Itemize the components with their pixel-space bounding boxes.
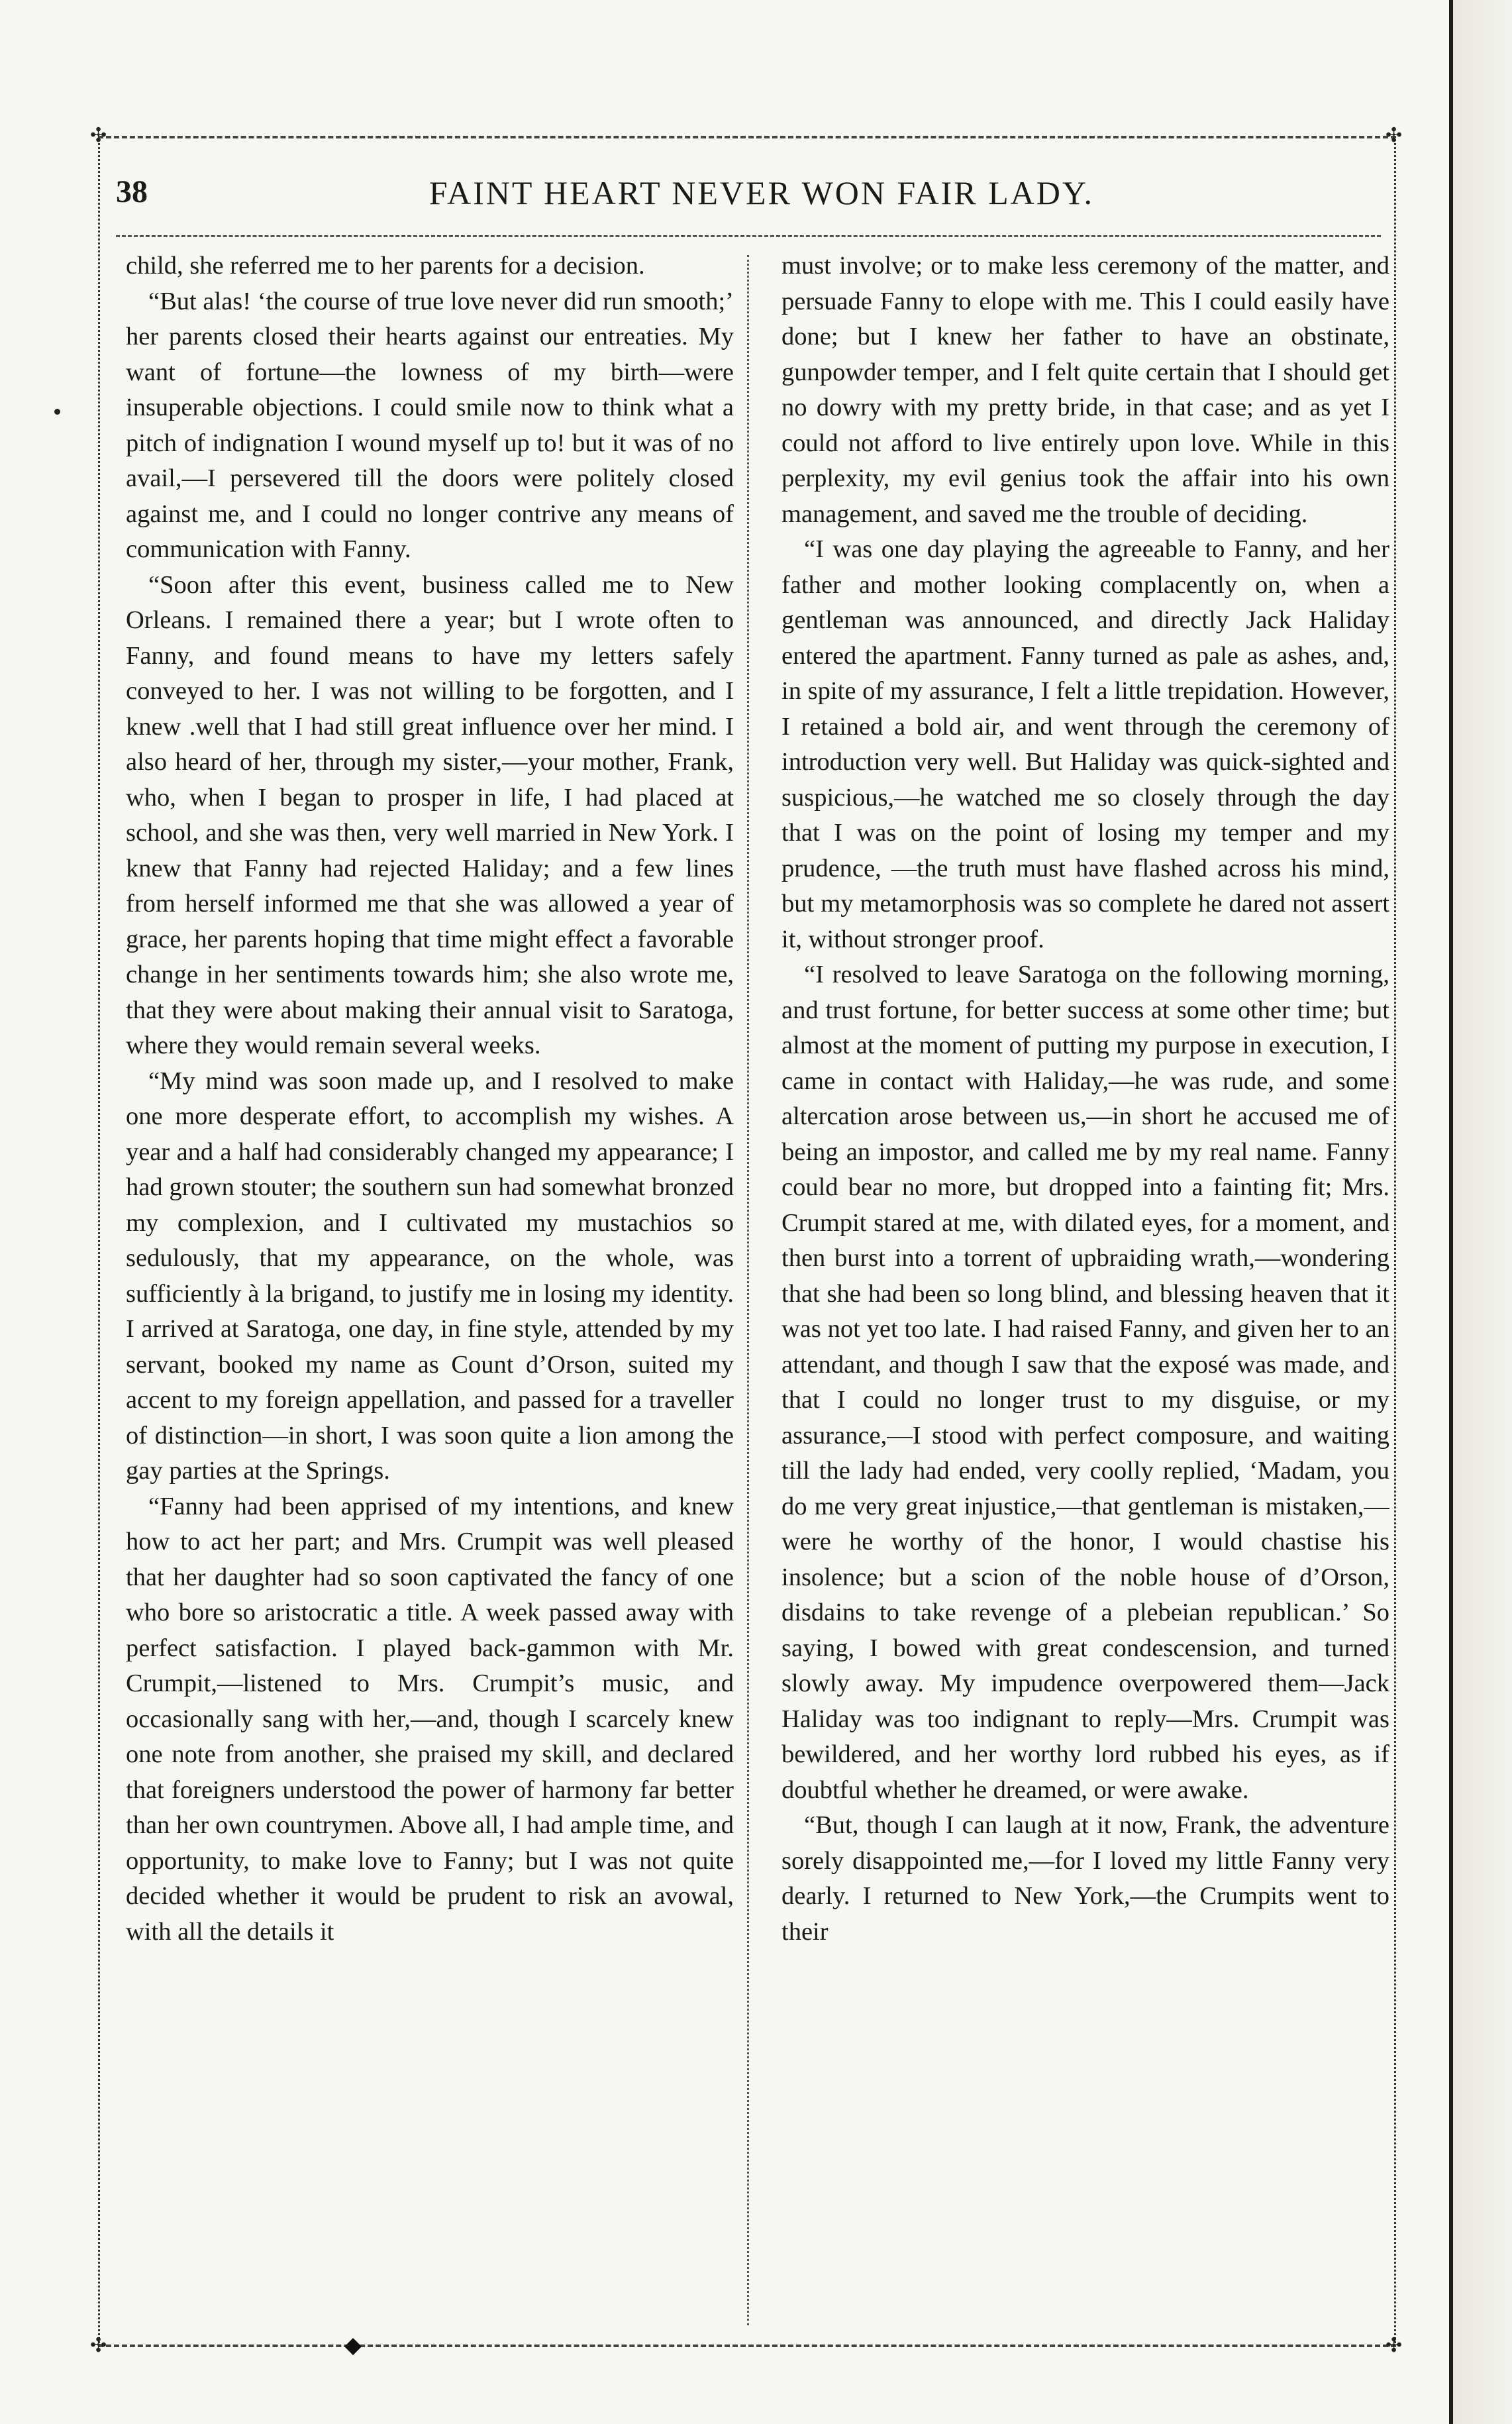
corner-ornament-bottom-left: ✣ (90, 2335, 107, 2356)
paragraph: “But alas! ‘the course of true love never did run smooth;’ her parents closed their hearts against our entreaties. My want of fortune—the lowness of my birth—were insuperable objections. I could smile now to think what a pitch of indignation I wound myself up to! but it was of no avail,—I persevered till the doors were politely closed against me, and I could no longer contrive any means of communication with Fanny. (126, 287, 734, 563)
corner-ornament-top-left: ✣ (90, 125, 107, 146)
running-title: FAINT HEART NEVER WON FAIR LADY. (428, 174, 1095, 211)
bottom-ornament: ◆ (344, 2333, 362, 2358)
facing-page-edge (1453, 0, 1512, 2424)
paragraph: “But, though I can laugh at it now, Frank, the adventure sorely disappointed me,—for I loved my little Fanny very dearly. I returned to New York,—the Crumpits went to their (781, 1811, 1389, 1946)
paragraph: child, she referred me to her parents for a decision. (126, 252, 645, 280)
margin-ink-dot (54, 409, 60, 415)
corner-ornament-bottom-right: ✣ (1386, 2335, 1403, 2356)
paragraph: “Soon after this event, business called me to New Orleans. I remained there a year; but I wrote often to Fanny, and found means to have my letters safely conveyed to her. I was not willing to be forgotten, and I knew .well that I had still great influence over her mind. I also heard of her, through my sister,—your mother, Frank, who, when I began to prosper in life, I had placed at school, and she was then, very well married in New York. I knew that Fanny had rejected Haliday; and a few lines from herself informed me that she was allowed a year of grace, her parents hoping that time might effect a favorable change in her sentiments towards him; she also wrote me, that they were about making their annual visit to Saratoga, where they would remain several weeks. (126, 570, 734, 1059)
paragraph: “I was one day playing the agreeable to Fanny, and her father and mother looking complacently on, when a gentleman was announced, and directly Jack Haliday entered the apartment. Fanny turned as pale as ashes, and, in spite of my assurance, I felt a little trepidation. However, I retained a bold air, and went through the ceremony of introduction very well. But Haliday was quick-sighted and suspicious,—he watched me so closely through the day that I was on the point of losing my temper and my prudence, —the truth must have flashed across his mind, but my metamorphosis was so complete he dared not assert it, without stronger proof. (781, 535, 1389, 953)
paragraph: must involve; or to make less ceremony of the matter, and persuade Fanny to elope with me. This I could easily have done; but I knew her father to have an obstinate, gunpowder temper, and I felt quite certain that I should get no dowry with my pretty bride, in that case; and as yet I could not afford to live entirely upon love. While in this perplexity, my evil genius took the affair into his own management, and saved me the trouble of deciding. (781, 252, 1389, 528)
paragraph: “My mind was soon made up, and I resolved to make one more desperate effort, to accomplish my wishes. A year and a half had considerably changed my appearance; I had grown stouter; the southern sun had somewhat bronzed my complexion, and I cultivated my mustachios so sedulously, that my appearance, on the whole, was sufficiently à la brigand, to justify me in losing my identity. I arrived at Saratoga, one day, in fine style, attended by my servant, booked my name as Count d’Orson, suited my accent to my foreign appellation, and passed for a traveller of distinction—in short, I was soon quite a lion among the gay parties at the Springs. (126, 1067, 734, 1485)
left-column (126, 248, 734, 2342)
paragraph: “I resolved to leave Saratoga on the following morning, and trust fortune, for better success at some other time; but almost at the moment of putting my purpose in execution, I came in contact with Haliday,—he was rude, and some altercation arose between us,—in short he accused me of being an impostor, and called me by my real name. Fanny could bear no more, but dropped into a fainting fit; Mrs. Crumpit stared at me, with dilated eyes, for a moment, and then burst into a torrent of upbraiding wrath,—wondering that she had been so long blind, and blessing heaven that it was not yet too late. I had raised Fanny, and given her to an attendant, and though I saw that the exposé was made, and that I could no longer trust to my disguise, or my assurance,—I stood with perfect composure, and waiting till the lady had ended, very coolly replied, ‘Madam, you do me very great injustice,—that gentleman is mistaken,—were he worthy of the honor, I would chastise his insolence; but a scion of the noble house of d’Orson, disdains to take revenge of a plebeian republican.’ So saying, I bowed with great condescension, and turned slowly away. My impudence overpowered them—Jack Haliday was too indignant to reply—Mrs. Crumpit was bewildered, and her worthy lord rubbed his eyes, as if doubtful whether he dreamed, or were awake. (781, 961, 1389, 1804)
right-column (781, 248, 1389, 2342)
corner-ornament-top-right: ✣ (1386, 125, 1403, 146)
paragraph: “Fanny had been apprised of my intentions, and knew how to act her part; and Mrs. Crumpit was well pleased that her daughter had so soon captivated the fancy of one who bore so aristocratic a title. A week passed away with perfect satisfaction. I played back-gammon with Mr. Crumpit,—listened to Mrs. Crumpit’s music, and occasionally sang with her,—and, though I scarcely knew one note from another, she praised my skill, and declared that foreigners understood the power of harmony far better than her own countrymen. Above all, I had ample time, and opportunity, to make love to Fanny; but I was not quite decided whether it would be prudent to risk an avowal, with all the details it (126, 1492, 734, 1946)
running-header (116, 174, 1381, 220)
column-divider (747, 255, 749, 2325)
header-rule (116, 235, 1381, 237)
page-number: 38 (116, 174, 148, 209)
